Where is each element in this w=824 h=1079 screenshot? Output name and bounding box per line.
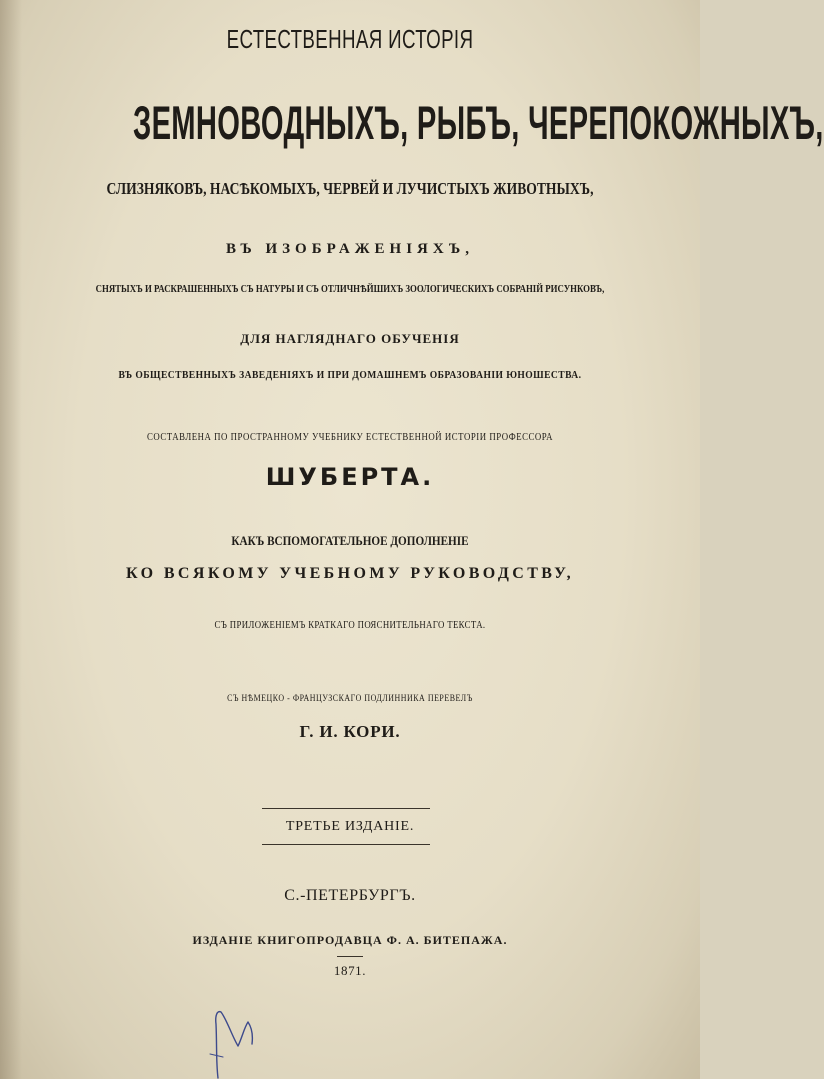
guide-line: КО ВСЯКОМУ УЧЕБНОМУ РУКОВОДСТВУ, bbox=[125, 565, 575, 582]
purpose-heading: ДЛЯ НАГЛЯДНАГО ОБУЧЕНІЯ bbox=[240, 331, 460, 346]
appendix-line: СЪ ПРИЛОЖЕНІЕМЪ КРАТКАГО ПОЯСНИТЕЛЬНАГО ТЕКСТА. bbox=[214, 620, 486, 631]
imprint-publisher: ИЗДАНІЕ КНИГОПРОДАВЦА Ф. А. БИТЕПАЖА. bbox=[192, 933, 508, 947]
translator-name: Г. И. КОРИ. bbox=[299, 722, 401, 741]
supplement-line: КАКЪ ВСПОМОГАТЕЛЬНОЕ ДОПОЛНЕНІЕ bbox=[231, 533, 469, 548]
purpose-description: ВЪ ОБЩЕСТВЕННЫХЪ ЗАВЕДЕНІЯХЪ И ПРИ ДОМАШНЕМЪ ОБРАЗОВАНІИ ЮНОШЕСТВА. bbox=[118, 369, 582, 381]
imprint-dash bbox=[337, 956, 363, 957]
imprint-year: 1871. bbox=[333, 963, 367, 978]
in-images-heading: ВЪ ИЗОБРАЖЕНІЯХЪ, bbox=[226, 241, 474, 257]
subtitle-animals: СЛИЗНЯКОВЪ, НАСѢКОМЫХЪ, ЧЕРВЕЙ И ЛУЧИСТЫХЪ ЖИВОТНЫХЪ, bbox=[106, 179, 594, 198]
author-name: ШУБЕРТА. bbox=[265, 463, 435, 491]
edition-rule-top bbox=[262, 808, 430, 809]
images-description: СНЯТЫХЪ И РАСКРАШЕННЫХЪ СЪ НАТУРЫ И СЪ ОТЛИЧНѢЙШИХЪ ЗООЛОГИЧЕСКИХЪ СОБРАНІЙ РИСУНКОВЪ, bbox=[95, 283, 605, 295]
header-natural-history: ЕСТЕСТВЕННАЯ ИСТОРІЯ bbox=[226, 24, 474, 54]
compiled-by-line: СОСТАВЛЕНА ПО ПРОСТРАННОМУ УЧЕБНИКУ ЕСТЕСТВЕННОЙ ИСТОРІИ ПРОФЕССОРА bbox=[147, 432, 553, 443]
imprint-city: С.-ПЕТЕРБУРГЪ. bbox=[284, 887, 416, 904]
page-edge-shadow bbox=[0, 0, 22, 1079]
main-title: ЗЕМНОВОДНЫХЪ, РЫБЪ, ЧЕРЕПОКОЖНЫХЪ, bbox=[133, 96, 824, 149]
edition-rule-bottom bbox=[262, 844, 430, 845]
handwritten-signature bbox=[196, 1002, 286, 1079]
edition-label: ТРЕТЬЕ ИЗДАНІЕ. bbox=[285, 819, 415, 834]
translated-from-line: СЪ НѢМЕЦКО - ФРАНЦУЗСКАГО ПОДЛИННИКА ПЕРЕВЕЛЪ bbox=[227, 693, 473, 703]
